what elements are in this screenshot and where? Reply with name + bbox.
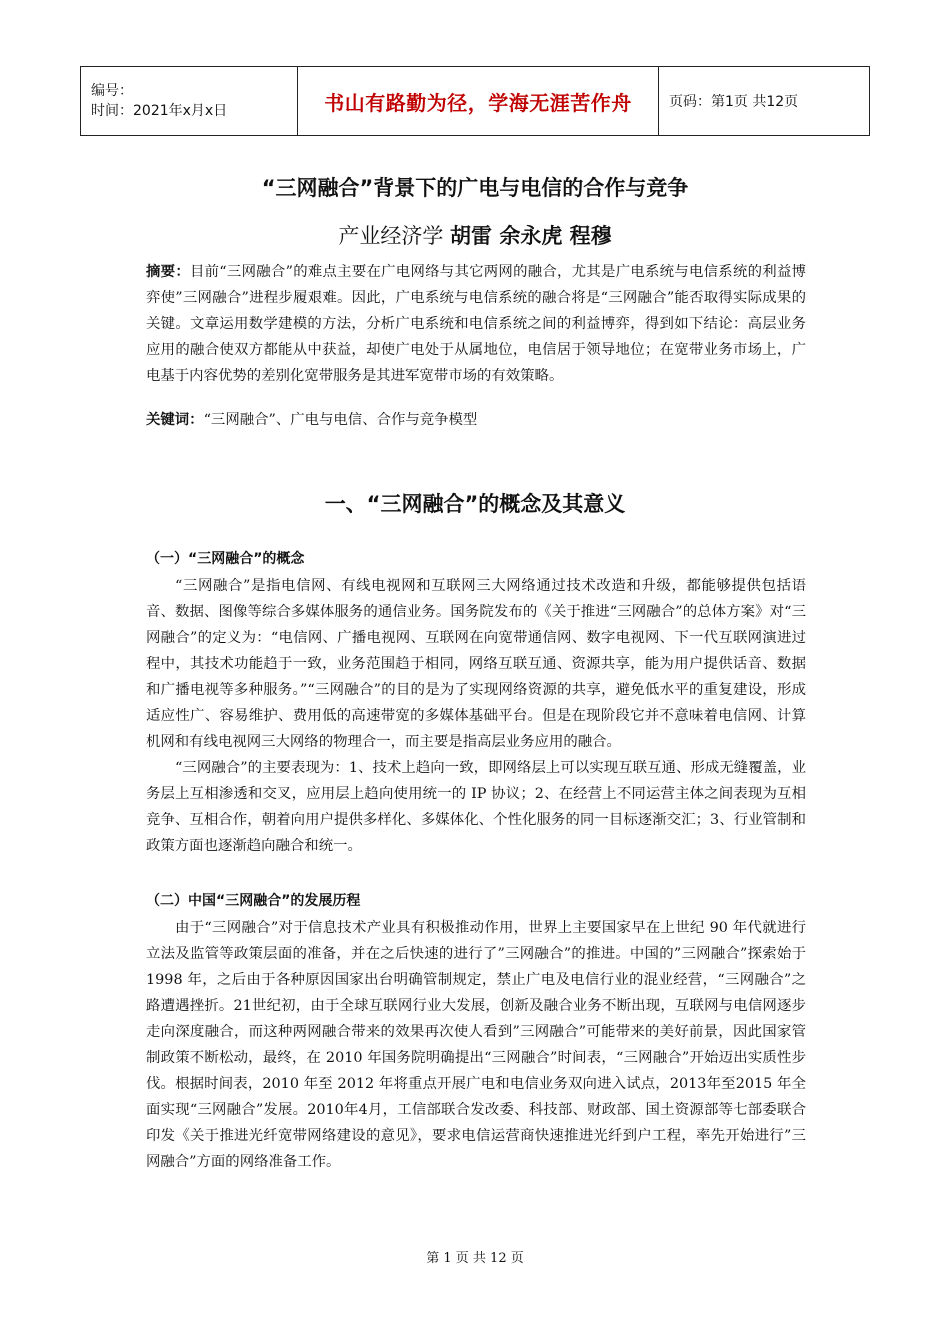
header-meta — [81, 67, 298, 136]
page-footer: 第 1 页 共 12 页 — [426, 1251, 524, 1266]
document-header — [80, 66, 870, 136]
authors-line — [0, 220, 950, 250]
paragraph: “三网融合”的主要表现为：1、技术上趋向一致，即网络层上可以实现互联互通、形成无缝覆盖，业务层上互相渗透和交叉，应用层上趋向使用统一的 IP 协议；2、在经营上不同运营主体之间表现为互相竞争、互相合作，朝着向用户提供多样化、多媒体化、个性化服务的同一目标逐渐交汇；3、行业管制和政策方面也逐渐趋向融合和统一。 — [146, 760, 806, 854]
author-names: 胡雷 余永虎 程穆 — [450, 224, 612, 248]
keywords-text: “三网融合”、广电与电信、合作与竞争模型 — [203, 412, 478, 428]
keywords-block — [146, 407, 806, 433]
header-motto: 书山有路勤为径，学海无涯苦作舟 — [298, 67, 659, 136]
paragraph: “三网融合”是指电信网、有线电视网和互联网三大网络通过技术改造和升级，都能够提供包括语音、数据、图像等综合多媒体服务的通信业务。国务院发布的《关于推进“三网融合”的总体方案》对“三网融合”的定义为：“电信网、广播电视网、互联网在向宽带通信网、数字电视网、下一代互联网演进过程中，其技术功能趋于一致，业务范围趋于相同，网络互联互通、资源共享，能为用户提供话音、数据和广播电视等多种服务。”“三网融合”的目的是为了实现网络资源的共享，避免低水平的重复建设，形成适应性广、容易维护、费用低的高速带宽的多媒体基础平台。但是在现阶段它并不意味着电信网、计算机网和有线电视网三大网络的物理合一，而主要是指高层业务应用的融合。 — [146, 578, 806, 750]
time-label: 时间：2021年x月x日 — [91, 103, 228, 119]
subsection-heading-concept: （一）“三网融合”的概念 — [146, 551, 305, 567]
document-title: “三网融合”背景下的广电与电信的合作与竞争 — [261, 176, 689, 200]
author-field: 产业经济学 — [338, 224, 444, 248]
header-page-info: 页码：第1页 共12页 — [659, 67, 870, 136]
section-heading: 一、“三网融合”的概念及其意义 — [324, 492, 626, 516]
subsection-heading-history: （二）中国“三网融合”的发展历程 — [146, 893, 361, 909]
abstract-block — [146, 259, 806, 389]
paragraph: 由于“三网融合”对于信息技术产业具有积极推动作用，世界上主要国家早在上世纪 90 年代就进行立法及监管等政策层面的准备，并在之后快速的进行了”三网融合”的推进。中国的”三网融合”探索始于 1998 年，之后由于各种原因国家出台明确管制规定，禁止广电及电信行业的混业经营，“三网融合”之路遭遇挫折。21世纪初，由于全球互联网行业大发展，创新及融合业务不断出现，互联网与电信网逐步走向深度融合，而这种两网融合带来的效果再次使人看到”三网融合”可能带来的美好前景，因此国家管制政策不断松动，最终，在 2010 年国务院明确提出“三网融合”时间表，“三网融合”开始迈出实质性步伐。根据时间表，2010 年至 2012 年将重点开展广电和电信业务双向进入试点，2013年至2015 年全面实现“三网融合”发展。2010年4月，工信部联合发改委、科技部、财政部、国土资源部等七部委联合印发《关于推进光纤宽带网络建设的意见》，要求电信运营商快速推进光纤到户工程，率先开始进行”三网融合”方面的网络准备工作。 — [146, 920, 806, 1170]
keywords-label: 关键词： — [146, 411, 204, 428]
abstract-label: 摘要： — [146, 263, 190, 280]
abstract-text: 目前“三网融合”的难点主要在广电网络与其它两网的融合，尤其是广电系统与电信系统的利益博弈使”三网融合”进程步履艰难。因此，广电系统与电信系统的融合将是“三网融合”能否取得实际成果的关键。文章运用数学建模的方法，分析广电系统和电信系统之间的利益博弈，得到如下结论：高层业务应用的融合使双方都能从中获益，却使广电处于从属地位，电信居于领导地位；在宽带业务市场上，广电基于内容优势的差别化宽带服务是其进军宽带市场的有效策略。 — [146, 264, 806, 384]
concept-paragraphs — [146, 573, 806, 859]
number-label: 编号： — [91, 83, 133, 99]
history-paragraphs — [146, 915, 806, 1175]
